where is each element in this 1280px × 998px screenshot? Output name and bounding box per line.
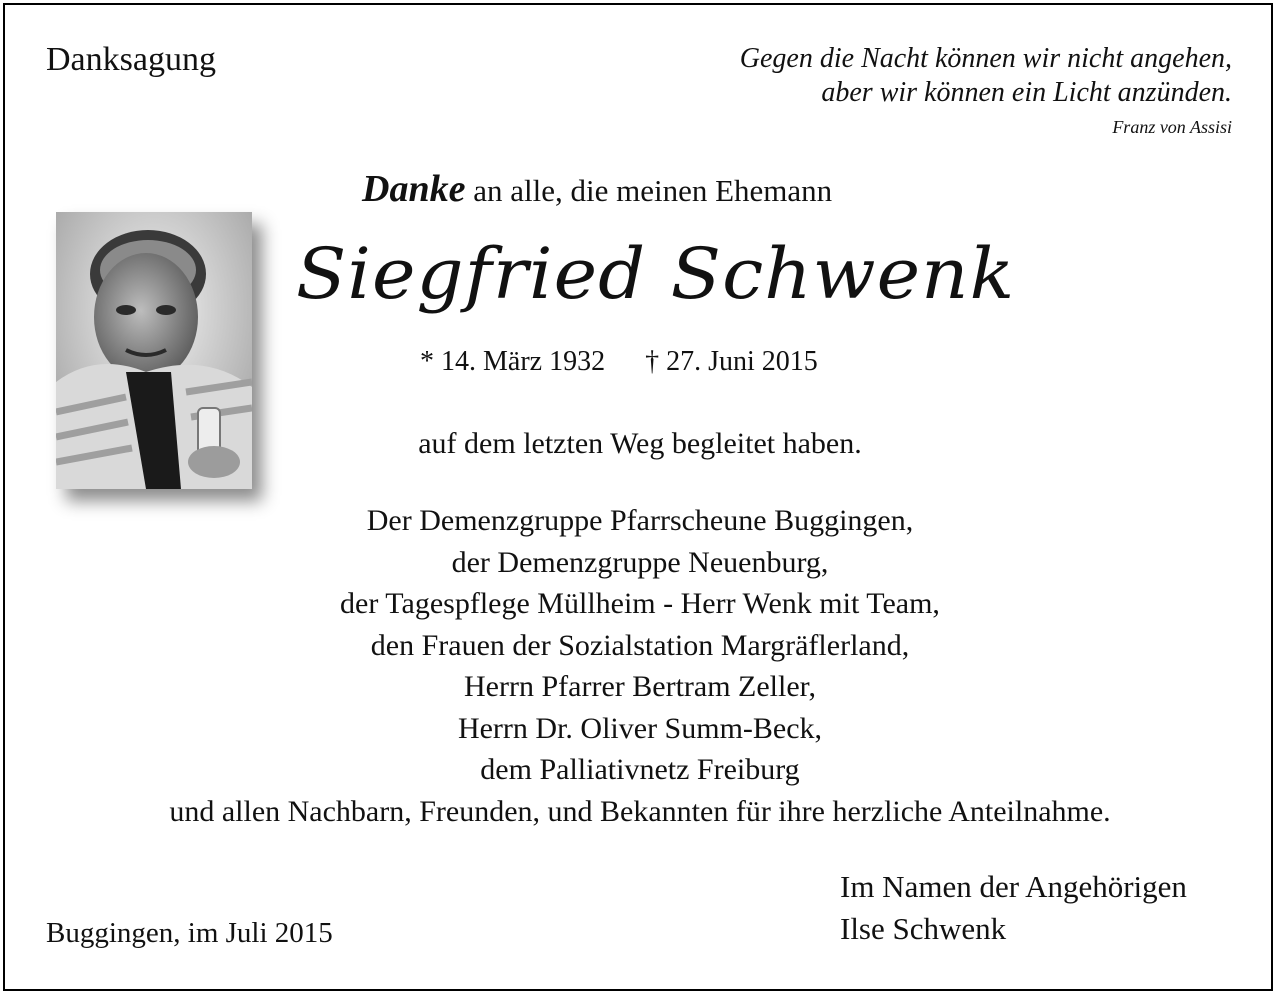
acknowledgement-line: und allen Nachbarn, Freunden, und Bekannten für ihre herzliche Anteilnahme. xyxy=(169,794,1111,828)
acknowledgement-line: der Tagespflege Müllheim - Herr Wenk mit Team, xyxy=(340,587,940,620)
last-way-text: auf dem letzten Weg begleitet haben. xyxy=(418,427,862,460)
closing-signature xyxy=(840,866,1187,950)
deceased-name: Siegfried Schwenk xyxy=(296,233,1016,315)
closing-line-1: Im Namen der Angehörigen xyxy=(840,869,1187,904)
notice-heading: Danksagung xyxy=(46,41,216,78)
thanks-line xyxy=(362,168,832,212)
quote-line-2: aber wir können ein Licht anzünden. xyxy=(821,77,1232,108)
acknowledgements-list xyxy=(0,500,1280,832)
acknowledgement-line: Herrn Pfarrer Bertram Zeller, xyxy=(464,670,816,703)
acknowledgement-line: Herrn Dr. Oliver Summ-Beck, xyxy=(457,711,823,745)
birth-date: * 14. März 1932 xyxy=(420,346,606,377)
death-date: † 27. Juni 2015 xyxy=(645,346,818,377)
life-dates xyxy=(420,344,818,380)
acknowledgement-line: Der Demenzgruppe Pfarrscheune Buggingen, xyxy=(366,504,914,537)
quote-line-1: Gegen die Nacht können wir nicht angehen, xyxy=(739,43,1232,74)
quote xyxy=(740,42,1232,110)
thanks-lead: Danke xyxy=(362,168,466,210)
acknowledgement-line: der Demenzgruppe Neuenburg, xyxy=(451,545,829,579)
notice-border xyxy=(3,3,1273,991)
acknowledgement-line: den Frauen der Sozialstation Margräflerland, xyxy=(370,628,910,662)
acknowledgement-line: dem Palliativnetz Freiburg xyxy=(480,753,800,786)
closing-line-2: Ilse Schwenk xyxy=(840,911,1007,946)
quote-author: Franz von Assisi xyxy=(1112,117,1232,137)
thanks-rest: an alle, die meinen Ehemann xyxy=(473,173,833,208)
place-date: Buggingen, im Juli 2015 xyxy=(46,917,333,949)
